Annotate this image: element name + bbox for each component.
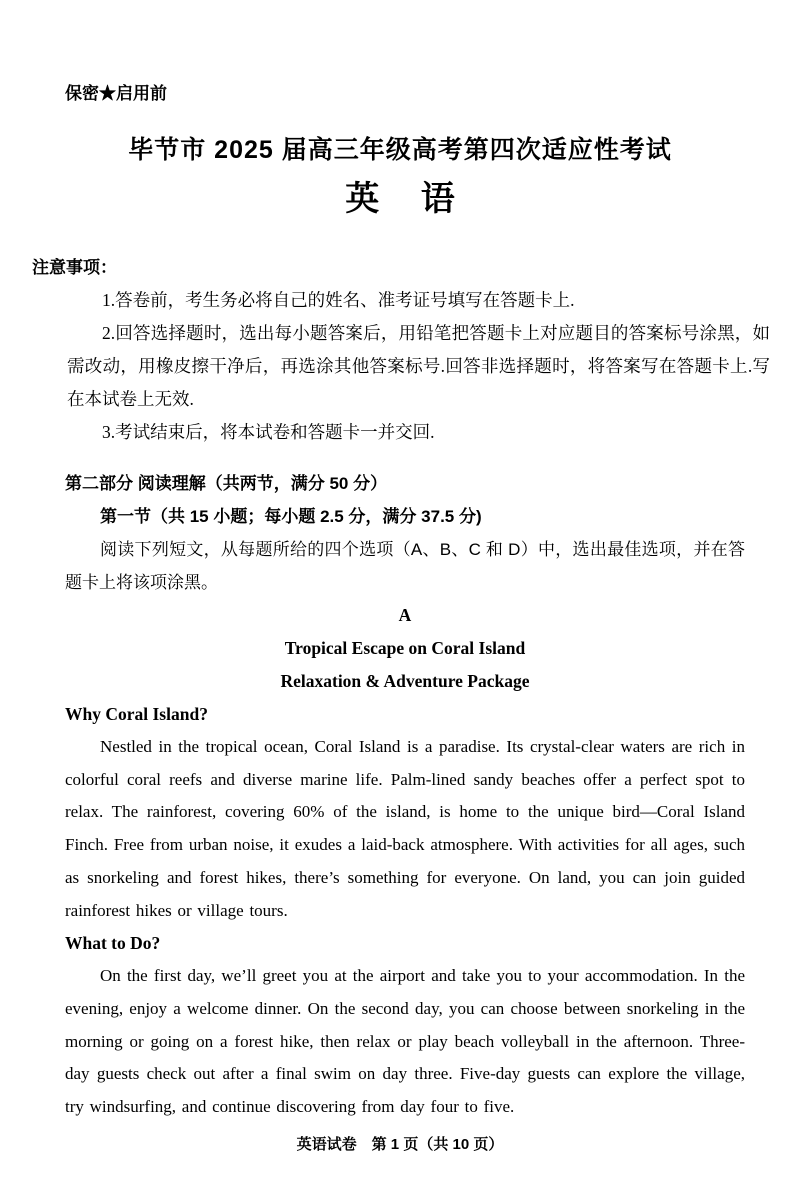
passage-title: Tropical Escape on Coral Island [284,638,526,658]
notice-item-1: 1.答卷前，考生务必将自己的姓名、准考证号填写在答题卡上. [102,290,575,310]
exam-title: 毕节市 2025 届高三年级高考第四次适应性考试 [128,136,672,164]
part-two-heading: 第二部分 阅读理解（共两节，满分 50 分） [65,474,388,493]
passage-subtitle: Relaxation & Adventure Package [280,671,530,691]
notice-section [32,251,770,449]
security-classification-label: 保密★启用前 [65,84,167,103]
passage-paragraph-why-coral-island: Nestled in the tropical ocean, Coral Island is a paradise. Its crystal-clear waters are rich in colorful coral reefs and diverse marine life. Palm-lined sandy beaches offer a perfect spot to relax. The rainforest, covering 60% of the island, is home to the unique bird—Coral Island Finch. Free from urban noise, it exudes a laid-back atmosphere. With activities for all ages, such as snorkeling and forest hikes, there’s something for everyone. On land, you can join guided rainforest hikes or village tours. [65,737,745,920]
notice-item-3: 3.考试结束后，将本试卷和答题卡一并交回. [102,422,435,442]
section-one-heading: 第一节（共 15 小题；每小题 2.5 分，满分 37.5 分) [100,507,482,526]
page-footer: 英语试卷 第 1 页（共 10 页） [296,1135,504,1153]
passage-paragraph-what-to-do: On the first day, we’ll greet you at the airport and take you to your accommodation. In the evening, enjoy a welcome dinner. On the second day, you can choose between snorkeling in the morning or going on a forest hike, then relax or play beach volleyball in the afternoon. Three-day guests check out after a final swim on day three. Five-day guests can explore the village, try windsurfing, and continue discovering from day four to five. [65,966,745,1117]
notice-item-2: 2.回答选择题时，选出每小题答案后，用铅笔把答题卡上对应题目的答案标号涂黑，如需改动，用橡皮擦干净后，再选涂其他答案标号.回答非选择题时，将答案写在答题卡上.写在本试卷上无效. [67,323,770,409]
passage-label-a: A [398,605,412,625]
notice-heading: 注意事项： [32,258,117,277]
passage-heading-why-coral-island: Why Coral Island? [65,704,208,724]
passage-heading-what-to-do: What to Do? [65,933,161,954]
section-instructions: 阅读下列短文，从每题所给的四个选项（A、B、C 和 D）中，选出最佳选项，并在答题卡上将该项涂黑。 [65,540,745,592]
subject-title: 英 语 [345,180,455,218]
